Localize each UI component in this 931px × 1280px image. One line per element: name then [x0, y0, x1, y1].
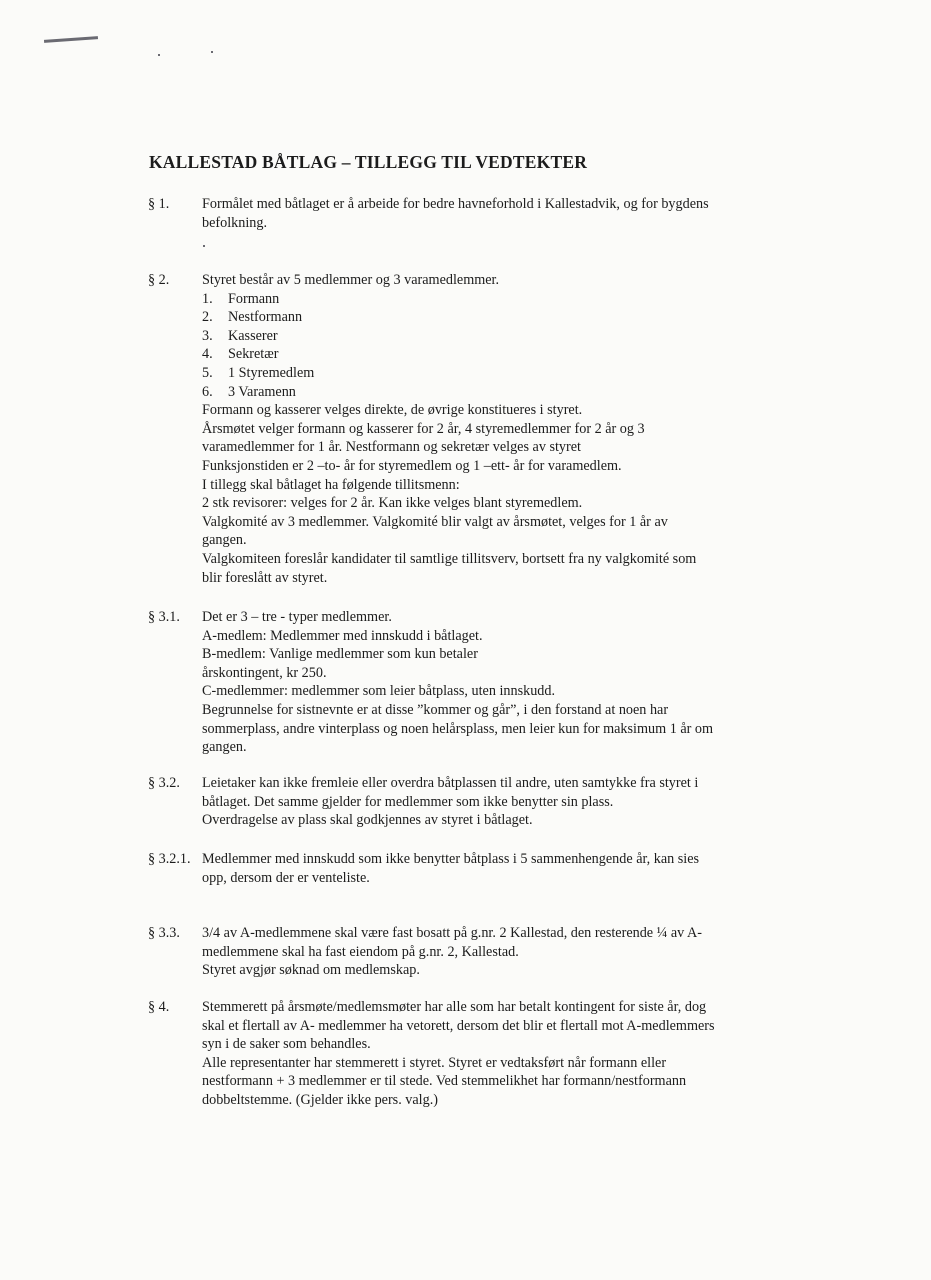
text-line: syn i de saker som behandles. [202, 1036, 371, 1053]
section-body [202, 195, 802, 232]
text-line: 3/4 av A-medlemmene skal være fast bosatt på g.nr. 2 Kallestad, den resterende ¼ av A- [202, 925, 702, 941]
list-item [202, 290, 802, 309]
text-line: medlemmene skal ha fast eiendom på g.nr. 2, Kallestad. [202, 943, 519, 960]
text-line: Valgkomiteen foreslår kandidater til samtlige tillitsverv, bortsett fra ny valgkomité som [202, 550, 697, 567]
section-number: § 3.1. [148, 609, 180, 625]
text-line: Overdragelse av plass skal godkjennes av styret i båtlaget. [202, 812, 533, 829]
text-line: dobbeltstemme. (Gjelder ikke pers. valg.) [202, 1091, 438, 1108]
text-line: opp, dersom der er venteliste. [202, 869, 370, 886]
text-line: Medlemmer med innskudd som ikke benytter båtplass i 5 sammenhengende år, kan sies [202, 851, 700, 867]
text-line: Det er 3 – tre - typer medlemmer. [202, 609, 392, 625]
text-line: Funksjonstiden er 2 –to- år for styremedlem og 1 –ett- år for varamedlem. [202, 457, 622, 474]
document-title: KALLESTAD BÅTLAG – TILLEGG TIL VEDTEKTER [149, 152, 588, 172]
text-line: skal et flertall av A- medlemmer ha vetorett, dersom det blir et flertall mot A-medlemmers [202, 1017, 715, 1034]
text-line: blir foreslått av styret. [202, 569, 328, 586]
text-line: gangen. [202, 532, 247, 549]
list-item [202, 383, 802, 402]
scan-artifact-dot [158, 54, 160, 56]
text-line: Årsmøtet velger formann og kasserer for 2 år, 4 styremedlemmer for 2 år og 3 [202, 420, 645, 437]
section-intro: Styret består av 5 medlemmer og 3 varamedlemmer. [202, 272, 500, 288]
board-members-list [202, 290, 802, 402]
list-number: 5. [202, 364, 213, 381]
list-text: Kasserer [228, 327, 278, 344]
text-line: gangen. [202, 739, 247, 756]
list-number: 3. [202, 327, 213, 344]
list-text: 3 Varamenn [228, 383, 296, 400]
text-line: Valgkomité av 3 medlemmer. Valgkomité blir valgt av årsmøtet, velges for 1 år av [202, 513, 668, 530]
text-line: nestformann + 3 medlemmer er til stede. Ved stemmelikhet har formann/nestformann [202, 1073, 687, 1090]
text-line: Styret avgjør søknad om medlemskap. [202, 962, 420, 979]
list-text: Nestformann [228, 309, 303, 326]
list-item [202, 364, 802, 383]
text-line: Begrunnelse for sistnevnte er at disse ”kommer og går”, i den forstand at noen har [202, 701, 669, 718]
section-number: § 1. [148, 196, 170, 212]
list-number: 1. [202, 290, 213, 307]
section-body [202, 608, 802, 757]
text-line: C-medlemmer: medlemmer som leier båtplass, uten innskudd. [202, 683, 556, 700]
text-line: befolkning. [202, 214, 268, 231]
list-number: 4. [202, 346, 213, 363]
text-line: 2 stk revisorer: velges for 2 år. Kan ikke velges blant styremedlem. [202, 495, 583, 512]
section-number: § 3.3. [148, 925, 180, 941]
text-line: varamedlemmer for 1 år. Nestformann og sekretær velges av styret [202, 439, 581, 456]
text-line: I tillegg skal båtlaget ha følgende tillitsmenn: [202, 476, 460, 493]
text-line: årskontingent, kr 250. [202, 664, 327, 681]
list-text: 1 Styremedlem [228, 364, 315, 381]
section-body [202, 850, 802, 887]
text-line: Stemmerett på årsmøte/medlemsmøter har alle som har betalt kontingent for siste år, dog [202, 999, 707, 1015]
section-body [202, 924, 802, 980]
text-line: Formann og kasserer velges direkte, de øvrige konstitueres i styret. [202, 402, 583, 419]
section-number: § 2. [148, 272, 170, 288]
scan-artifact-mark [44, 36, 98, 43]
text-line: sommerplass, andre vinterplass og noen helårsplass, men leier kun for maksimum 1 år om [202, 720, 714, 737]
section-number: § 3.2. [148, 775, 180, 791]
scan-artifact-dot [203, 245, 205, 247]
list-number: 2. [202, 309, 213, 326]
list-text: Sekretær [228, 346, 279, 363]
text-line: A-medlem: Medlemmer med innskudd i båtlaget. [202, 627, 483, 644]
section-number: § 4. [148, 999, 170, 1015]
list-number: 6. [202, 383, 213, 400]
text-line: båtlaget. Det samme gjelder for medlemmer som ikke benytter sin plass. [202, 793, 614, 810]
section-body [202, 998, 802, 1110]
text-line: Alle representanter har stemmerett i styret. Styret er vedtaksført når formann eller [202, 1054, 667, 1071]
list-item [202, 308, 802, 327]
list-item [202, 345, 802, 364]
scan-artifact-dot [211, 51, 213, 53]
list-item [202, 327, 802, 346]
text-line: B-medlem: Vanlige medlemmer som kun betaler [202, 646, 478, 663]
section-number: § 3.2.1. [148, 851, 191, 867]
text-line: Leietaker kan ikke fremleie eller overdra båtplassen til andre, uten samtykke fra styret i [202, 775, 699, 791]
section-body [202, 271, 802, 587]
list-text: Formann [228, 290, 280, 307]
text-line: Formålet med båtlaget er å arbeide for bedre havneforhold i Kallestadvik, og for bygdens [202, 196, 709, 212]
section-body [202, 774, 802, 830]
